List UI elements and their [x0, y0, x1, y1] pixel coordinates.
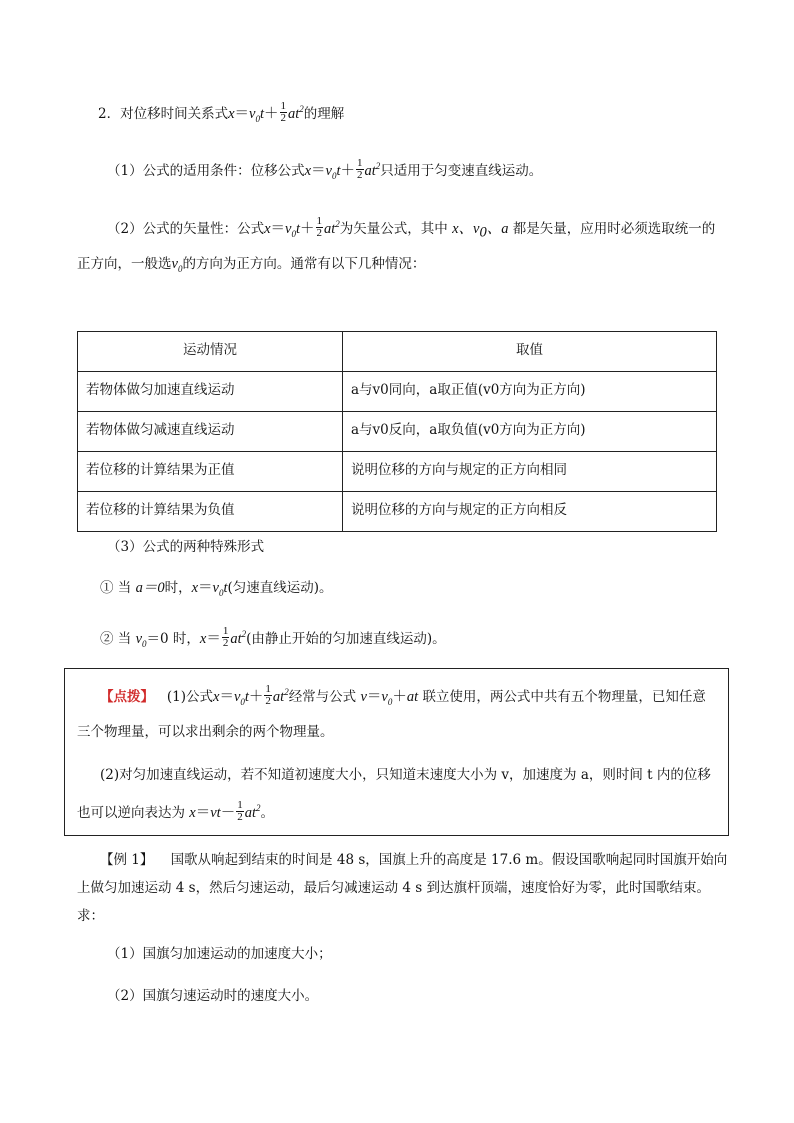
table-row	[78, 372, 717, 412]
example-paragraph: 【例 1】 国歌从响起到结束的时间是 48 s，国旗上升的高度是 17.6 m。假设国歌响起同时国旗开始向	[100, 852, 728, 868]
example-question-1: （1）国旗匀加速运动的加速度大小；	[107, 946, 332, 962]
table-cell: a与v0同向，a取正值(v0方向为正方向)	[343, 372, 717, 412]
table-cell: 若物体做匀加速直线运动	[78, 372, 343, 412]
example-paragraph-cont: 求：	[77, 908, 104, 924]
special-case-1: ① 当 a＝0时，$x=v_0t$(匀速直线运动)。	[100, 580, 333, 598]
paragraph-vector-nature-cont: 正方向，一般选$v_0$的方向为正方向。通常有以下几种情况：	[77, 256, 426, 274]
table-cell: 若位移的计算结果为正值	[78, 452, 343, 492]
tip-tag: 【点拨】	[100, 688, 154, 705]
table-cell: a与v0反向，a取负值(v0方向为正方向)	[343, 412, 717, 452]
table-row	[78, 492, 717, 532]
section-title: 2．对位移时间关系式$x=v_0t+$ $\frac{1}{2}$ $at^2$的理解	[98, 100, 345, 124]
special-case-2: ② 当 $v_0=0$ 时，x＝ $\frac{1}{2}$ $at^2$(由静止开始的匀加速直线运动)。	[100, 625, 446, 649]
table-cell: 若位移的计算结果为负值	[78, 492, 343, 532]
paragraph-applicability: （1）公式的适用条件：位移公式$x=v_0t+$ $\frac{1}{2}$ $at^2$只适用于匀变速直线运动。	[107, 157, 543, 181]
example-question-2: （2）国旗匀速运动时的速度大小。	[107, 988, 319, 1004]
formula-displacement: $x=v_0t+$ $\frac{1}{2}$ $at^2$	[228, 100, 304, 124]
table-row	[78, 412, 717, 452]
formula-displacement: $x=v_0t+$ $\frac{1}{2}$ $at^2$	[264, 215, 340, 239]
example-label: 【例 1】	[100, 852, 154, 868]
tip-paragraph-1: 【点拨】 (1)公式$x=v_0t+$ $\frac{1}{2}$ $at^2$经常与公式 $v=v_0+at$ 联立使用，两公式中共有五个物理量，已知任意	[100, 683, 706, 707]
table-header-cell: 运动情况	[78, 332, 343, 372]
table-header-cell: 取值	[343, 332, 717, 372]
table-cell: 说明位移的方向与规定的正方向相反	[343, 492, 717, 532]
example-paragraph-cont: 上做匀加速运动 4 s，然后匀速运动，最后匀减速运动 4 s 到达旗杆顶端，速度恰好为零，此时国歌结束。	[77, 880, 710, 896]
paragraph-vector-nature: （2）公式的矢量性：公式$x=v_0t+$ $\frac{1}{2}$ $at^2$为矢量公式，其中 x、$v_0$、a 都是矢量，应用时必须选取统一的	[107, 215, 716, 241]
tip-paragraph-2-cont: 也可以逆向表达为 x＝vt－ $\frac{1}{2}$ $at^2$。	[77, 799, 274, 823]
formula-displacement: $x=v_0t+$ $\frac{1}{2}$ $at^2$	[304, 157, 381, 181]
table-header-row	[78, 332, 717, 372]
table-row	[78, 452, 717, 492]
table-cell: 若物体做匀减速直线运动	[78, 412, 343, 452]
value-table	[77, 331, 717, 532]
tip-paragraph-2: (2)对匀加速直线运动，若不知道初速度大小，只知道末速度大小为 v，加速度为 a，则时间 t 内的位移	[100, 767, 711, 783]
tip-paragraph-1-cont: 三个物理量，可以求出剩余的两个物理量。	[77, 724, 334, 740]
table-cell: 说明位移的方向与规定的正方向相同	[343, 452, 717, 492]
section3-title: （3）公式的两种特殊形式	[107, 539, 265, 555]
